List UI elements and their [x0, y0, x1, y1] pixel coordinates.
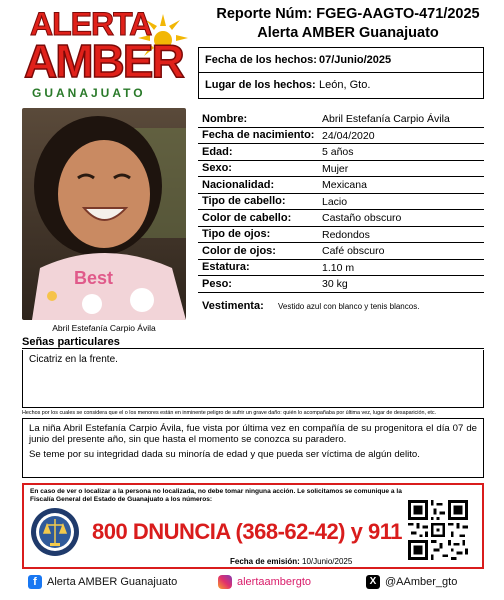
detail-row: [198, 111, 484, 128]
detail-row: [198, 276, 484, 293]
detail-value: Redondos: [322, 228, 370, 241]
place-of-events-box: [198, 73, 484, 99]
detail-label: Color de ojos:: [202, 244, 276, 257]
detail-label: Nombre:: [202, 112, 248, 125]
photo-caption: Abril Estefanía Carpio Ávila: [52, 323, 156, 333]
detail-row: [198, 210, 484, 227]
hotline-number[interactable]: 800 DNUNCIA (368-62-42) y 911: [92, 519, 402, 544]
date-of-events-value: 07/Junio/2025: [319, 54, 392, 66]
detail-row: [198, 128, 484, 145]
logo-guanajuato-text: GUANAJUATO: [32, 86, 146, 100]
logo-amber-text: AMBER: [24, 35, 183, 87]
footnote: Hechos por los cuales se considera que el o los menores están en inminente peligro de sufrir un grave daño: quién lo acompañaba por última vez, lugar de desaparición, etc.: [22, 410, 437, 416]
contact-box: [22, 483, 484, 569]
detail-label: Nacionalidad:: [202, 178, 275, 191]
narrative-paragraph: La niña Abril Estefanía Carpio Ávila, fue vista por última vez en compañía de su progenitora el día 07 de junio del presente año, sin que hasta el momento se conozca su paradero.: [29, 423, 477, 445]
emission-date-label: Fecha de emisión:: [230, 557, 300, 566]
detail-value: 30 kg: [322, 278, 348, 290]
detail-row: [198, 177, 484, 194]
detail-row: [198, 227, 484, 244]
detail-label: Color de cabello:: [202, 211, 292, 224]
facebook-handle: Alerta AMBER Guanajuato: [47, 576, 178, 588]
detail-value: 24/04/2020: [322, 129, 375, 142]
detail-row: [198, 243, 484, 260]
instagram-handle: alertaambergto: [237, 576, 311, 588]
clothing-value: Vestido azul con blanco y tenis blancos.: [278, 302, 420, 311]
distinguishing-marks-box: [22, 350, 484, 408]
missing-child-photo: [22, 108, 186, 320]
clothing-label: Vestimenta:: [202, 300, 264, 312]
facebook-link[interactable]: [28, 575, 177, 589]
x-link[interactable]: [366, 575, 457, 589]
detail-value: Castaño obscuro: [322, 212, 402, 224]
x-icon: X: [366, 575, 380, 589]
detail-value: Mujer: [322, 162, 349, 175]
instagram-link[interactable]: [218, 575, 311, 589]
place-of-events-label: Lugar de los hechos:: [205, 79, 316, 91]
emission-date: [230, 557, 352, 566]
detail-label: Estatura:: [202, 261, 250, 273]
instagram-icon: [218, 575, 232, 589]
alerta-amber-logo: [20, 6, 196, 102]
clothing-row: [198, 300, 484, 324]
emission-date-value: 10/Junio/2025: [302, 557, 353, 566]
report-subtitle: Alerta AMBER Guanajuato: [257, 25, 439, 41]
detail-row: [198, 260, 484, 277]
detail-label: Sexo:: [202, 162, 232, 174]
date-of-events-label: Fecha de los hechos:: [205, 54, 317, 66]
distinguishing-marks-text: Cicatriz en la frente.: [29, 354, 118, 365]
logo-alerta-text: ALERTA: [30, 6, 152, 42]
child-portrait-illustration: [22, 108, 186, 320]
narrative-box: [22, 418, 484, 478]
detail-label: Tipo de cabello:: [202, 195, 286, 207]
place-of-events-value: León, Gto.: [319, 79, 371, 91]
svg-text:Best: Best: [74, 268, 114, 288]
distinguishing-marks-title: Señas particulares: [22, 336, 120, 348]
detail-value: Café obscuro: [322, 245, 385, 257]
detail-label: Tipo de ojos:: [202, 228, 271, 240]
x-handle: @AAmber_gto: [385, 576, 458, 588]
report-number: Reporte Núm: FGEG-AAGTO-471/2025: [216, 6, 480, 22]
narrative-paragraph: Se teme por su integridad dada su minoría de edad y que pueda ser víctima de algún delito.: [29, 449, 420, 460]
detail-value: 5 años: [322, 146, 354, 158]
detail-row: [198, 161, 484, 178]
detail-row: [198, 144, 484, 161]
detail-value: 1.10 m: [322, 261, 355, 274]
detail-row: [198, 194, 484, 211]
detail-label: Edad:: [202, 145, 233, 158]
divider: [22, 348, 484, 349]
fiscalia-seal-icon: [30, 507, 80, 557]
contact-instructions: En caso de ver o localizar a la persona no localizada, no debe tomar ninguna acción. Le solicitamos se comunique a la Fiscalía General del Estado de Guanajuato a los números:: [30, 488, 402, 503]
detail-value: Abril Estefanía Carpio Ávila: [322, 113, 450, 125]
detail-label: Fecha de nacimiento:: [202, 129, 315, 141]
detail-label: Peso:: [202, 277, 232, 290]
date-of-events-box: [198, 47, 484, 73]
detail-value: Mexicana: [322, 179, 367, 191]
detail-value: Lacio: [322, 195, 348, 208]
facebook-icon: f: [28, 575, 42, 589]
qr-code-icon[interactable]: [408, 500, 468, 560]
